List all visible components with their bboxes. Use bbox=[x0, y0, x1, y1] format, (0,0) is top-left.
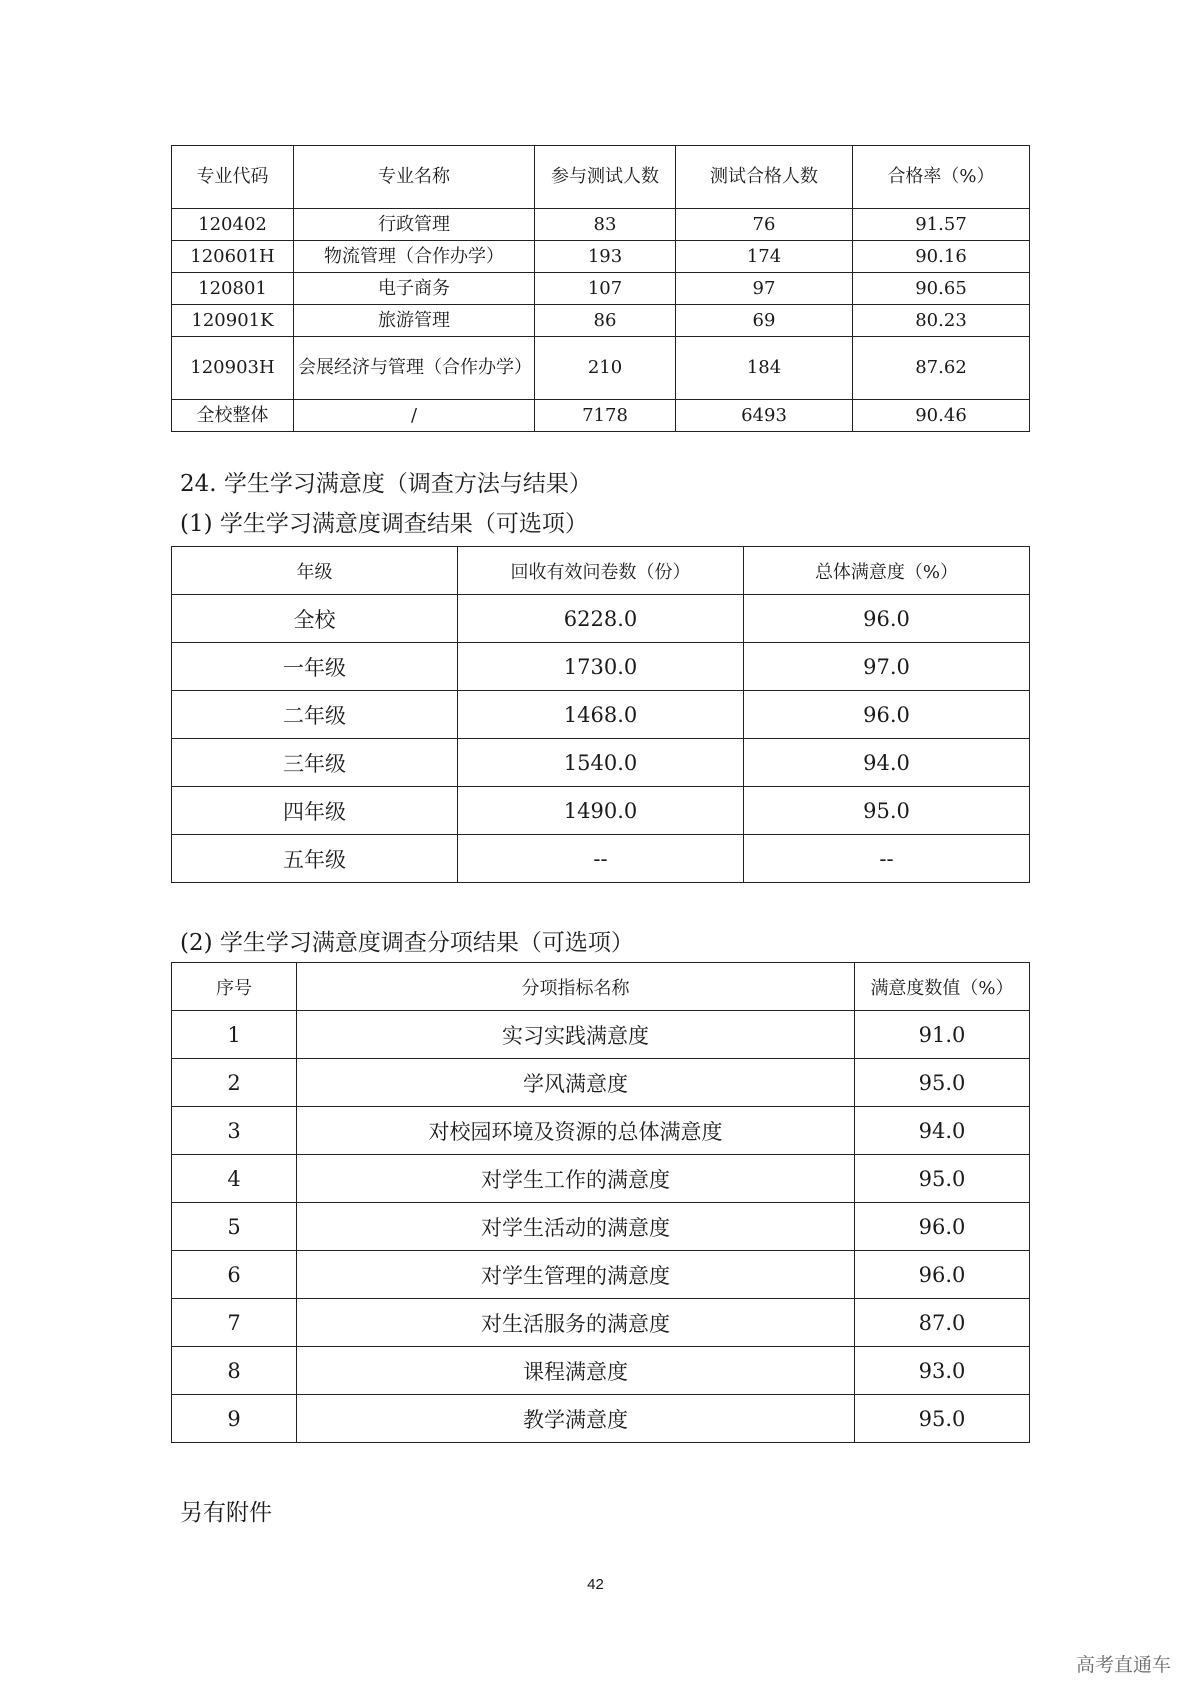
header-cell: 满意度数值（%） bbox=[855, 963, 1030, 1011]
table-cell: 8 bbox=[172, 1347, 297, 1395]
table-row bbox=[172, 787, 1030, 835]
table-cell: 1490.0 bbox=[458, 787, 744, 835]
table-cell: 3 bbox=[172, 1107, 297, 1155]
section-24-heading: 24. 学生学习满意度（调查方法与结果） bbox=[180, 471, 592, 497]
satisfaction-by-grade-body bbox=[172, 547, 1030, 883]
header-cell: 专业名称 bbox=[294, 146, 535, 209]
table-cell: 对生活服务的满意度 bbox=[297, 1299, 855, 1347]
table-cell: 95.0 bbox=[855, 1059, 1030, 1107]
table-cell: 7178 bbox=[535, 400, 676, 432]
table-row bbox=[172, 739, 1030, 787]
satisfaction-items-body bbox=[172, 963, 1030, 1443]
sub2-heading: (2) 学生学习满意度调查分项结果（可选项） bbox=[180, 930, 634, 956]
pass-rate-table bbox=[171, 145, 1030, 432]
table-cell: 86 bbox=[535, 305, 676, 337]
table-cell: 一年级 bbox=[172, 643, 458, 691]
satisfaction-by-grade-table bbox=[171, 546, 1030, 883]
table-cell: 95.0 bbox=[855, 1395, 1030, 1443]
table-cell: 87.0 bbox=[855, 1299, 1030, 1347]
table-cell: 6228.0 bbox=[458, 595, 744, 643]
table-cell: 旅游管理 bbox=[294, 305, 535, 337]
table-cell: 80.23 bbox=[853, 305, 1030, 337]
table-cell: 物流管理（合作办学） bbox=[294, 241, 535, 273]
table-row bbox=[172, 273, 1030, 305]
table-row bbox=[172, 400, 1030, 432]
table-cell: / bbox=[294, 400, 535, 432]
table-cell: 7 bbox=[172, 1299, 297, 1347]
table-row bbox=[172, 595, 1030, 643]
table-row bbox=[172, 1347, 1030, 1395]
table-cell: 96.0 bbox=[855, 1203, 1030, 1251]
table-cell: 4 bbox=[172, 1155, 297, 1203]
table-cell: 对学生工作的满意度 bbox=[297, 1155, 855, 1203]
table-cell: 90.65 bbox=[853, 273, 1030, 305]
table-cell: 184 bbox=[676, 337, 853, 400]
header-cell: 总体满意度（%） bbox=[744, 547, 1030, 595]
table-cell: 93.0 bbox=[855, 1347, 1030, 1395]
watermark: 高考直通车 bbox=[1075, 1654, 1171, 1676]
table-cell: 120901K bbox=[172, 305, 294, 337]
table-cell: 97 bbox=[676, 273, 853, 305]
header-cell: 参与测试人数 bbox=[535, 146, 676, 209]
table-cell: 96.0 bbox=[855, 1251, 1030, 1299]
table-row bbox=[172, 691, 1030, 739]
table-cell: 96.0 bbox=[744, 595, 1030, 643]
table-row bbox=[172, 337, 1030, 400]
table-cell: 行政管理 bbox=[294, 209, 535, 241]
table-cell: 120801 bbox=[172, 273, 294, 305]
table-cell: 会展经济与管理（合作办学） bbox=[294, 337, 535, 400]
satisfaction-items-table bbox=[171, 962, 1030, 1443]
table-row bbox=[172, 1251, 1030, 1299]
table-cell: 87.62 bbox=[853, 337, 1030, 400]
table-cell: -- bbox=[458, 835, 744, 883]
table-cell: 120903H bbox=[172, 337, 294, 400]
table-cell: 课程满意度 bbox=[297, 1347, 855, 1395]
table-cell: 69 bbox=[676, 305, 853, 337]
table-cell: 6 bbox=[172, 1251, 297, 1299]
table-cell: 二年级 bbox=[172, 691, 458, 739]
table-cell: 91.0 bbox=[855, 1011, 1030, 1059]
sub1-heading: (1) 学生学习满意度调查结果（可选项） bbox=[180, 511, 588, 537]
table-cell: 1540.0 bbox=[458, 739, 744, 787]
table-cell: 83 bbox=[535, 209, 676, 241]
table-cell: 1 bbox=[172, 1011, 297, 1059]
table-cell: 实习实践满意度 bbox=[297, 1011, 855, 1059]
table-cell: 120601H bbox=[172, 241, 294, 273]
table-row bbox=[172, 835, 1030, 883]
header-cell: 测试合格人数 bbox=[676, 146, 853, 209]
table-cell: 对学生活动的满意度 bbox=[297, 1203, 855, 1251]
header-cell: 序号 bbox=[172, 963, 297, 1011]
table-cell: 9 bbox=[172, 1395, 297, 1443]
table-row bbox=[172, 1155, 1030, 1203]
table-cell: 四年级 bbox=[172, 787, 458, 835]
table-cell: 94.0 bbox=[855, 1107, 1030, 1155]
table-cell: -- bbox=[744, 835, 1030, 883]
table-cell: 对学生管理的满意度 bbox=[297, 1251, 855, 1299]
header-row bbox=[172, 146, 1030, 209]
table-cell: 95.0 bbox=[744, 787, 1030, 835]
table-cell: 学风满意度 bbox=[297, 1059, 855, 1107]
table-cell: 5 bbox=[172, 1203, 297, 1251]
table-cell: 96.0 bbox=[744, 691, 1030, 739]
table-cell: 三年级 bbox=[172, 739, 458, 787]
attachment-note: 另有附件 bbox=[180, 1500, 272, 1526]
header-cell: 回收有效问卷数（份） bbox=[458, 547, 744, 595]
header-row bbox=[172, 963, 1030, 1011]
header-row bbox=[172, 547, 1030, 595]
table-cell: 全校 bbox=[172, 595, 458, 643]
table-row bbox=[172, 1059, 1030, 1107]
pass-rate-table-body bbox=[172, 146, 1030, 432]
table-row bbox=[172, 1107, 1030, 1155]
table-row bbox=[172, 1395, 1030, 1443]
table-cell: 95.0 bbox=[855, 1155, 1030, 1203]
table-row bbox=[172, 305, 1030, 337]
table-cell: 120402 bbox=[172, 209, 294, 241]
table-cell: 91.57 bbox=[853, 209, 1030, 241]
table-cell: 210 bbox=[535, 337, 676, 400]
table-cell: 2 bbox=[172, 1059, 297, 1107]
table-cell: 6493 bbox=[676, 400, 853, 432]
header-cell: 专业代码 bbox=[172, 146, 294, 209]
table-cell: 97.0 bbox=[744, 643, 1030, 691]
header-cell: 合格率（%） bbox=[853, 146, 1030, 209]
table-row bbox=[172, 1203, 1030, 1251]
table-cell: 174 bbox=[676, 241, 853, 273]
table-cell: 94.0 bbox=[744, 739, 1030, 787]
table-row bbox=[172, 241, 1030, 273]
table-cell: 五年级 bbox=[172, 835, 458, 883]
table-cell: 90.16 bbox=[853, 241, 1030, 273]
table-cell: 教学满意度 bbox=[297, 1395, 855, 1443]
table-cell: 电子商务 bbox=[294, 273, 535, 305]
page-number: 42 bbox=[587, 1576, 604, 1593]
table-cell: 1730.0 bbox=[458, 643, 744, 691]
header-cell: 分项指标名称 bbox=[297, 963, 855, 1011]
header-cell: 年级 bbox=[172, 547, 458, 595]
table-cell: 全校整体 bbox=[172, 400, 294, 432]
table-cell: 对校园环境及资源的总体满意度 bbox=[297, 1107, 855, 1155]
table-cell: 76 bbox=[676, 209, 853, 241]
table-cell: 193 bbox=[535, 241, 676, 273]
table-row bbox=[172, 643, 1030, 691]
table-row bbox=[172, 1011, 1030, 1059]
table-cell: 90.46 bbox=[853, 400, 1030, 432]
table-cell: 1468.0 bbox=[458, 691, 744, 739]
table-cell: 107 bbox=[535, 273, 676, 305]
table-row bbox=[172, 209, 1030, 241]
table-row bbox=[172, 1299, 1030, 1347]
